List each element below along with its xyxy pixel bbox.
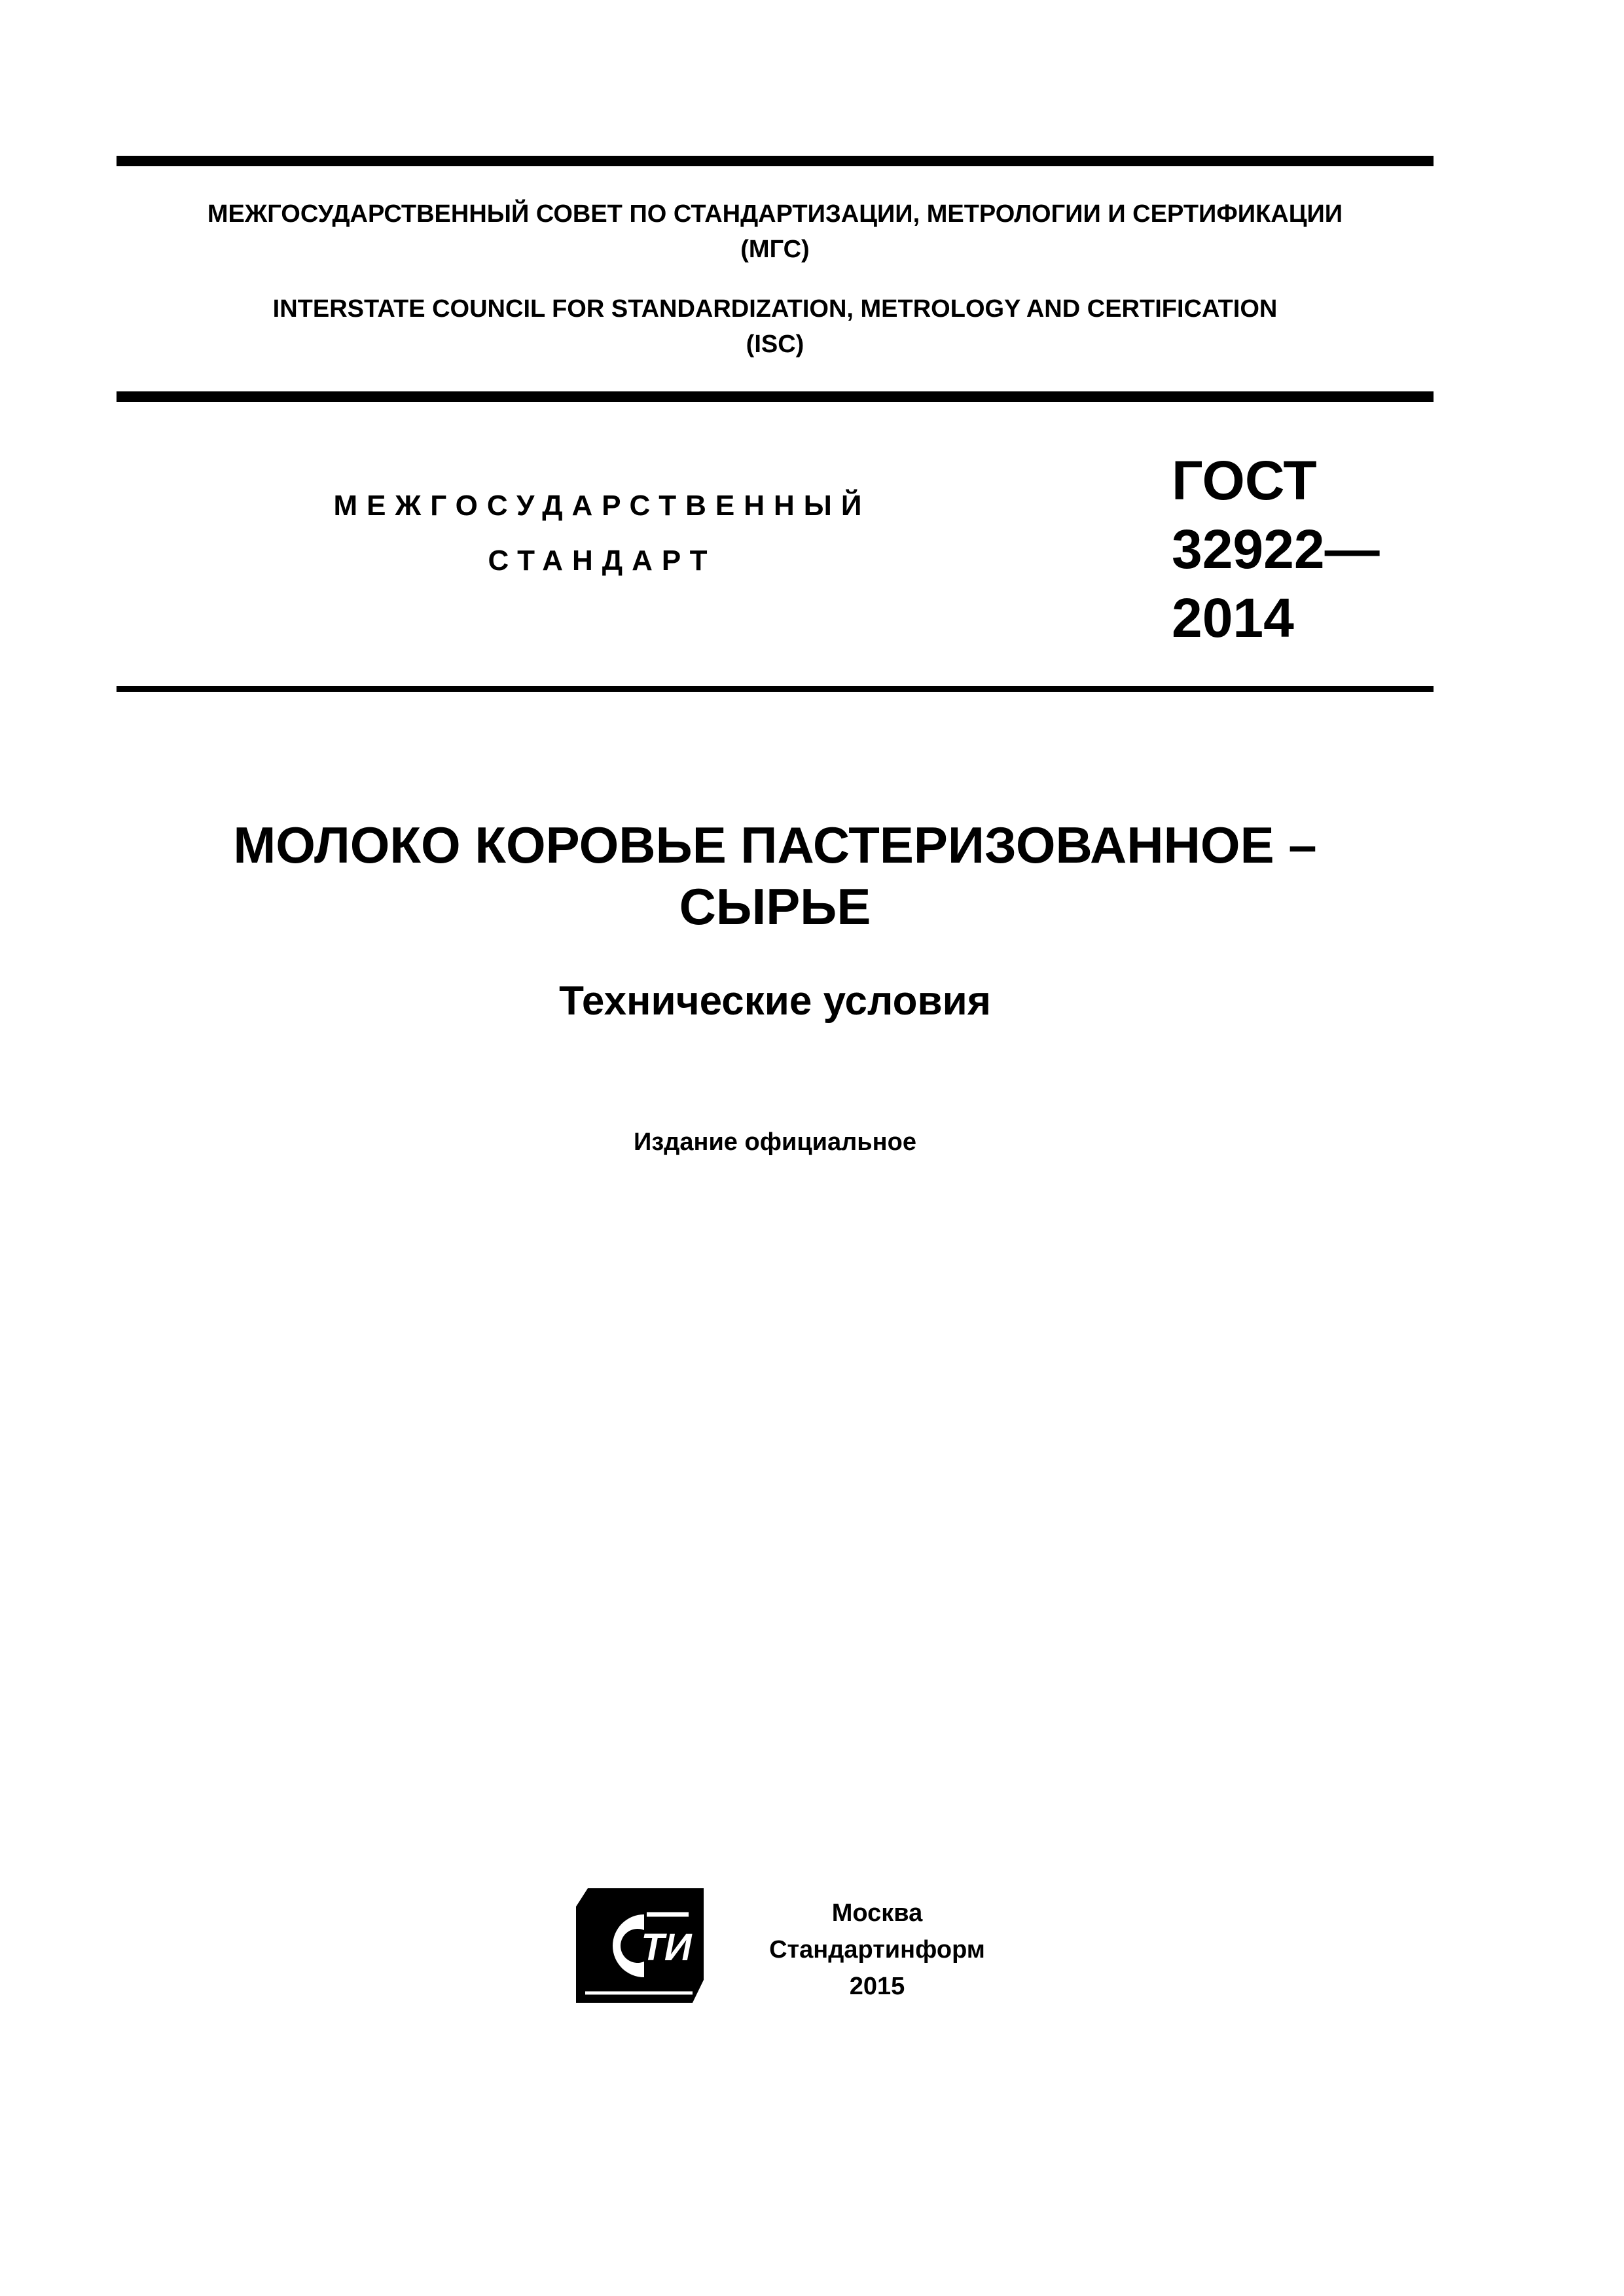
publisher-name: Стандартинформ bbox=[769, 1936, 985, 1964]
council-divider bbox=[117, 391, 1434, 402]
sti-publisher-logo-icon bbox=[576, 1888, 704, 2003]
document-subtitle: Технические условия bbox=[559, 978, 991, 1024]
standard-kind-line2: СТАНДАРТ bbox=[488, 545, 717, 577]
standard-kind-line1: МЕЖГОСУДАРСТВЕННЫЙ bbox=[333, 490, 871, 522]
gost-designation bbox=[1172, 446, 1380, 653]
council-name-ru-line: МЕЖГОСУДАРСТВЕННЫЙ СОВЕТ ПО СТАНДАРТИЗАЦИИ, МЕТРОЛОГИИ И СЕРТИФИКАЦИИ bbox=[207, 200, 1343, 228]
publisher-info bbox=[713, 1895, 1041, 2005]
council-abbr-en: (ISC) bbox=[746, 331, 804, 358]
council-name-en-line: INTERSTATE COUNCIL FOR STANDARDIZATION, METROLOGY AND CERTIFICATION bbox=[272, 295, 1278, 323]
document-title-line2: СЫРЬЕ bbox=[679, 878, 871, 935]
document-title bbox=[117, 814, 1434, 937]
publisher-year: 2015 bbox=[849, 1973, 905, 2000]
document-title-line1: МОЛОКО КОРОВЬЕ ПАСТЕРИЗОВАННОЕ – bbox=[233, 816, 1317, 874]
gost-year: 2014 bbox=[1172, 587, 1294, 649]
gost-number: 32922— bbox=[1172, 518, 1380, 580]
council-name-en bbox=[117, 291, 1434, 362]
svg-text:ТИ: ТИ bbox=[641, 1926, 692, 1969]
edition-note: Издание официальное bbox=[634, 1128, 916, 1156]
top-divider bbox=[117, 156, 1434, 166]
publisher-city: Москва bbox=[831, 1899, 923, 1927]
gost-prefix: ГОСТ bbox=[1172, 450, 1317, 511]
council-name-ru bbox=[117, 196, 1434, 267]
header-divider bbox=[117, 686, 1434, 692]
council-abbr-ru: (МГС) bbox=[740, 236, 810, 263]
